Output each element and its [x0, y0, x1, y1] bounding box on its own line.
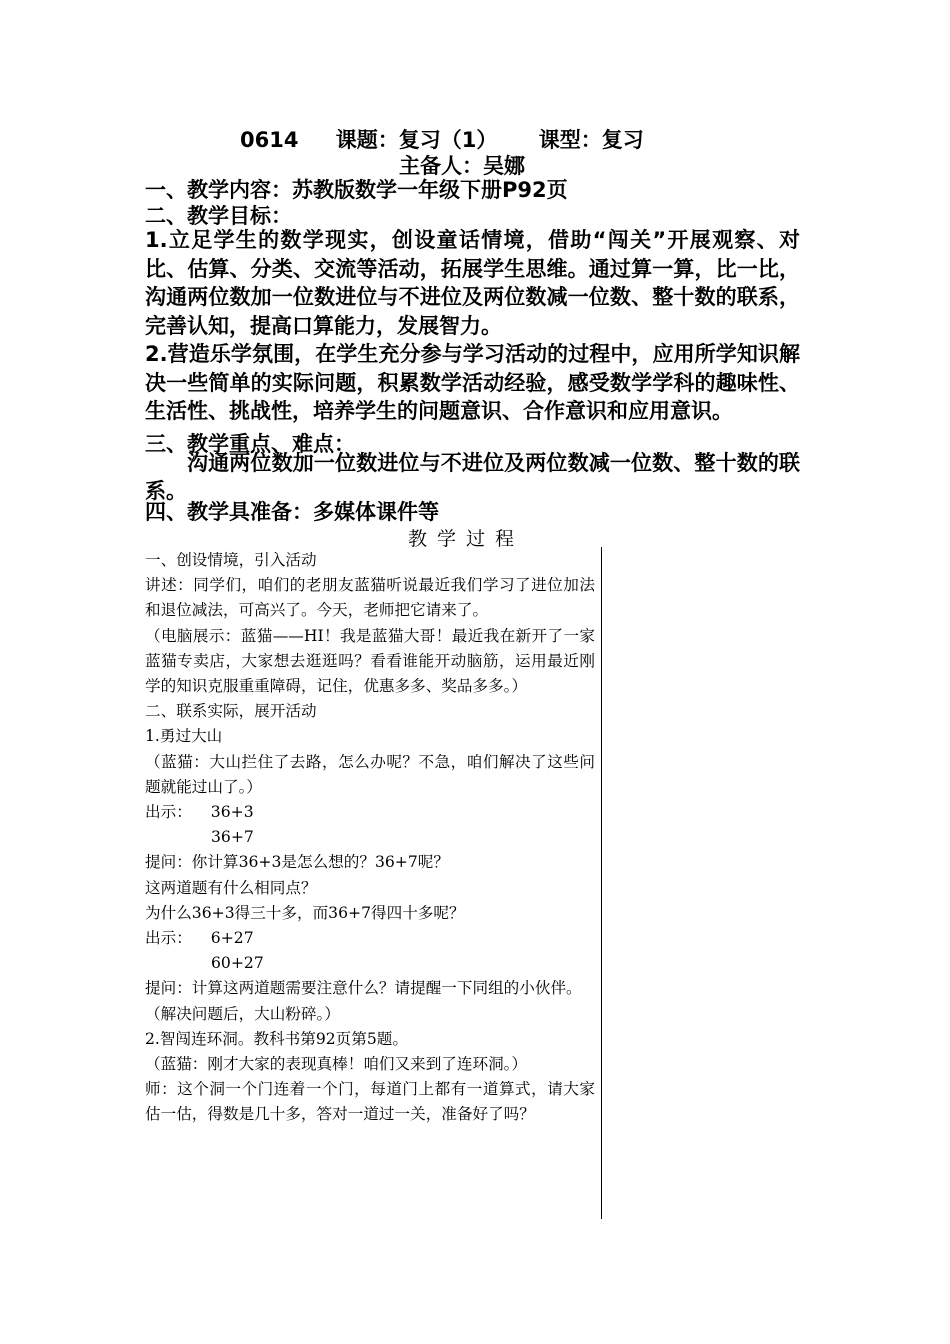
process-title: 教学过程 — [408, 528, 525, 550]
goal-1: 1.立足学生的数学现实，创设童话情境，借助“闯关”开展观察、对比、估算、分类、交流等活动，拓展学生思维。通过算一算，比一比，沟通两位数加一位数进位与不进位及两位数减一位数、整十数的联系，完善认知，提高口算能力，发展智力。 — [145, 228, 800, 338]
teaching-goals-title: 二、教学目标： — [145, 204, 292, 228]
process-line: （蓝猫：刚才大家的表现真棒！咱们又来到了连环洞。） — [145, 1055, 528, 1074]
process-paragraph: 提问：计算这两道题需要注意什么？请提醒一下同组的小伙伴。 — [145, 979, 582, 998]
lesson-topic: 课题：复习（1） — [335, 128, 498, 152]
lesson-author: 主备人：吴娜 — [399, 154, 525, 178]
goal-2: 2.营造乐学氛围，在学生充分参与学习活动的过程中，应用所学知识解决一些简单的实际问题，积累数学活动经验，感受数学学科的趣味性、生活性、挑战性，培养学生的问题意识、合作意识和应用意识。 — [145, 342, 800, 423]
key-points-title: 三、教学重点、难点： — [145, 432, 355, 456]
teaching-content: 一、教学内容：苏教版数学一年级下册P92页 — [145, 178, 568, 202]
process-line: 二、联系实际，展开活动 — [145, 702, 317, 721]
show-expression-row — [145, 926, 595, 951]
process-paragraph: 师：这个洞一个门连着一个门，每道门上都有一道算式，请大家估一估，得数是几十多，答对一道过一关，准备好了吗？ — [145, 1080, 595, 1124]
key-points: 沟通两位数加一位数进位与不进位及两位数减一位数、整十数的联系。 — [145, 451, 800, 503]
process-line: 1.勇过大山 — [145, 727, 223, 746]
lesson-code: 0614 — [240, 128, 299, 152]
column-divider — [601, 547, 602, 1219]
show-label: 出示： — [145, 929, 192, 948]
process-body — [145, 548, 595, 1128]
expression: 60+27 — [211, 954, 264, 973]
process-paragraph: （蓝猫：大山拦住了去路，怎么办呢？不急，咱们解决了这些问题就能过山了。） — [145, 752, 595, 796]
expression: 36+3 — [210, 803, 254, 822]
lesson-type: 课型：复习 — [538, 128, 644, 152]
show-expression-row — [145, 800, 595, 825]
process-paragraph: （电脑展示：蓝猫——HI！我是蓝猫大哥！最近我在新开了一家蓝猫专卖店，大家想去逛逛吗？看看谁能开动脑筋，运用最近刚学的知识克服重重障碍，记住，优惠多多、奖品多多。） — [145, 626, 595, 696]
process-line: 为什么36+3得三十多，而36+7得四十多呢？ — [145, 903, 465, 922]
process-line: 这两道题有什么相同点？ — [145, 878, 317, 897]
teaching-goals — [145, 226, 800, 426]
expression: 36+7 — [211, 828, 254, 847]
process-paragraph: 讲述：同学们，咱们的老朋友蓝猫听说最近我们学习了进位加法和退位减法，可高兴了。今天，老师把它请来了。 — [145, 576, 595, 620]
process-line: （解决问题后，大山粉碎。） — [145, 1004, 340, 1023]
process-line: 2.智闯连环洞。教科书第92页第5题。 — [145, 1029, 408, 1048]
expression: 6+27 — [210, 929, 254, 948]
teaching-materials: 四、教学具准备：多媒体课件等 — [145, 500, 439, 524]
process-line: 一、创设情境，引入活动 — [145, 551, 317, 569]
show-label: 出示： — [145, 803, 192, 822]
process-line: 提问：你计算36+3是怎么想的？36+7呢？ — [145, 853, 449, 872]
